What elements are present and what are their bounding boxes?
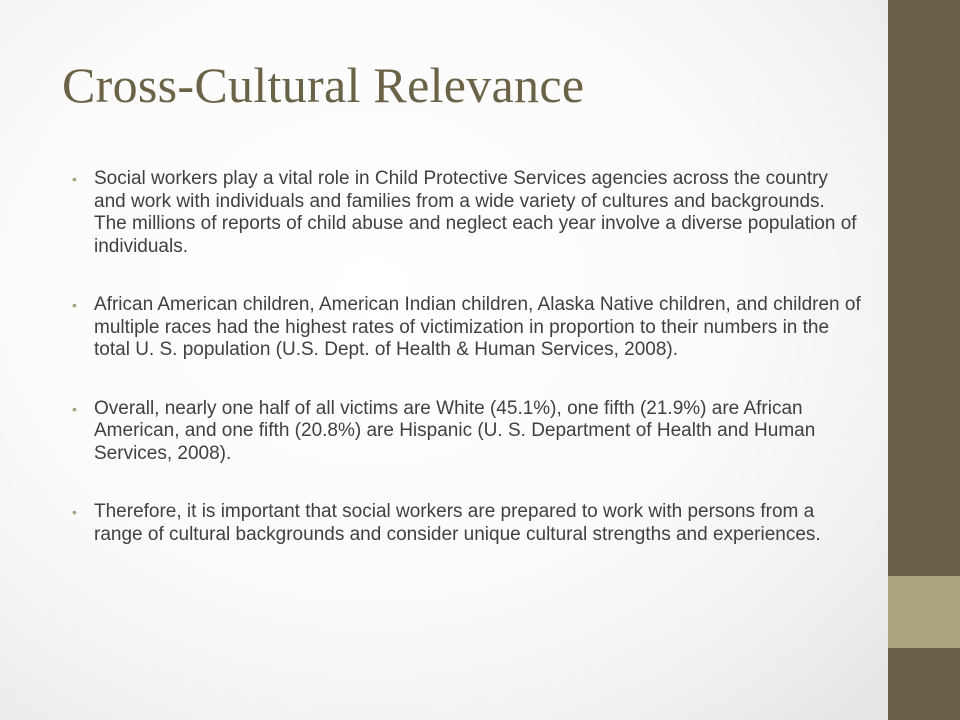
bullet-list: [72, 168, 862, 582]
bullet-icon: •: [72, 400, 77, 417]
bullet-text: Overall, nearly one half of all victims are White (45.1%), one fifth (21.9%) are African American, and one fifth (20.8%) are Hispanic (U. S. Department of Health and Human Services, 2008).: [94, 397, 816, 464]
bullet-icon: •: [72, 504, 77, 520]
bullet-icon: •: [72, 171, 77, 187]
sidebar-dark-top: [888, 0, 960, 576]
sidebar-dark-bottom: [888, 648, 960, 720]
bullet-item-1: [72, 168, 862, 258]
bullet-text: African American children, American Indian children, Alaska Native children, and children of multiple races had the highest rates of victimization in proportion to their numbers in the total U. S. population (U.S. Dept. of Health & Human Services, 2008).: [94, 294, 861, 360]
bullet-text: Social workers play a vital role in Child Protective Services agencies across the country and work with individuals and families from a wide variety of cultures and backgrounds. The millions of reports of child abuse and neglect each year involve a diverse population of individuals.: [94, 168, 857, 257]
bullet-item-3: [72, 398, 862, 466]
bullet-text: Therefore, it is important that social workers are prepared to work with persons from a range of cultural backgrounds and consider unique cultural strengths and experiences.: [94, 501, 821, 545]
sidebar-accent-block: [888, 576, 960, 648]
bullet-icon: •: [72, 297, 77, 313]
bullet-item-2: [72, 294, 862, 362]
bullet-item-4: [72, 501, 862, 546]
slide-title: Cross-Cultural Relevance: [62, 57, 585, 113]
